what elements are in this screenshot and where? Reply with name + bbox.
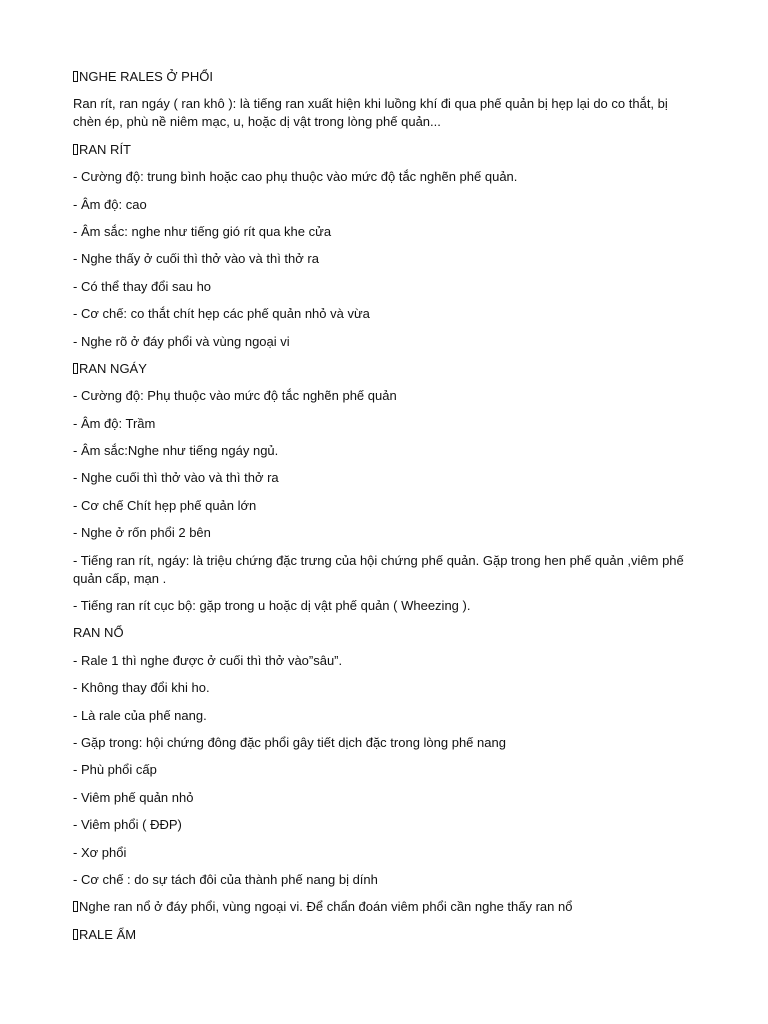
list-item: - Phù phổi cấp <box>73 762 157 778</box>
section-heading-rale-am: RALE ẨM <box>73 926 693 944</box>
list-item: - Nghe cuối thì thở vào và thì thở ra <box>73 470 279 486</box>
missing-glyph-icon <box>73 144 78 155</box>
list-item: - Gặp trong: hội chứng đông đặc phổi gây tiết dịch đặc trong lòng phế nang <box>73 734 506 750</box>
list-item: - Nghe thấy ở cuối thì thở vào và thì thở ra <box>73 251 319 267</box>
section-heading-ran-no: RAN NỔ <box>73 625 124 641</box>
list-item: - Không thay đổi khi ho. <box>73 680 210 696</box>
list-item: - Là rale của phế nang. <box>73 707 207 723</box>
list-item: - Cường độ: trung bình hoặc cao phụ thuộc vào mức độ tắc nghẽn phế quản. <box>73 169 518 185</box>
list-item: - Viêm phế quản nhỏ <box>73 789 194 805</box>
missing-glyph-icon <box>73 929 78 940</box>
list-item: - Có thể thay đổi sau ho <box>73 278 212 294</box>
list-item: - Rale 1 thì nghe được ở cuối thì thở vào”sâu”. <box>73 652 343 668</box>
list-item: - Âm độ: Trầm <box>73 415 156 431</box>
list-item: - Âm độ: cao <box>73 196 147 212</box>
list-item: - Nghe ở rốn phổi 2 bên <box>73 525 211 541</box>
list-item: - Cơ chế Chít hẹp phế quản lớn <box>73 497 257 513</box>
list-item: - Tiếng ran rít cục bộ: gặp trong u hoặc dị vật phế quản ( Wheezing ). <box>73 598 471 614</box>
document-page <box>73 68 693 953</box>
section-heading-ran-rit: RAN RÍT <box>73 141 693 159</box>
missing-glyph-icon <box>73 71 78 82</box>
list-item: - Tiếng ran rít, ngáy: là triệu chứng đặc trưng của hội chứng phế quản. Gặp trong hen phế quản ,viêm phế quản cấp, mạn . <box>73 552 684 586</box>
missing-glyph-icon <box>73 363 78 374</box>
list-item: - Xơ phổi <box>73 844 127 860</box>
section-heading-ran-ngay: RAN NGÁY <box>73 360 693 378</box>
list-item: - Âm sắc:Nghe như tiếng ngáy ngủ. <box>73 443 279 459</box>
list-item: - Cơ chế : do sự tách đôi của thành phế nang bị dính <box>73 871 378 887</box>
missing-glyph-icon <box>73 901 78 912</box>
list-item: - Âm sắc: nghe như tiếng gió rít qua khe cửa <box>73 223 332 239</box>
list-item: - Viêm phổi ( ĐĐP) <box>73 817 182 833</box>
intro-paragraph: Ran rít, ran ngáy ( ran khô ): là tiếng ran xuất hiện khi luồng khí đi qua phế quản bị hẹp lại do co thắt, bị chèn ép, phù nề niêm mạc, u, hoặc dị vật trong lòng phế quản... <box>73 96 668 130</box>
list-item: - Cường độ: Phụ thuộc vào mức độ tắc nghẽn phế quản <box>73 388 397 404</box>
list-item: - Nghe rõ ở đáy phổi và vùng ngoại vi <box>73 333 290 349</box>
section-heading-nghe-rales: NGHE RALES Ở PHỔI <box>73 68 693 86</box>
list-item: - Cơ chế: co thắt chít hẹp các phế quản nhỏ và vừa <box>73 306 370 322</box>
summary-paragraph: Nghe ran nổ ở đáy phổi, vùng ngoại vi. Để chẩn đoán viêm phổi cần nghe thấy ran nổ <box>73 898 693 916</box>
